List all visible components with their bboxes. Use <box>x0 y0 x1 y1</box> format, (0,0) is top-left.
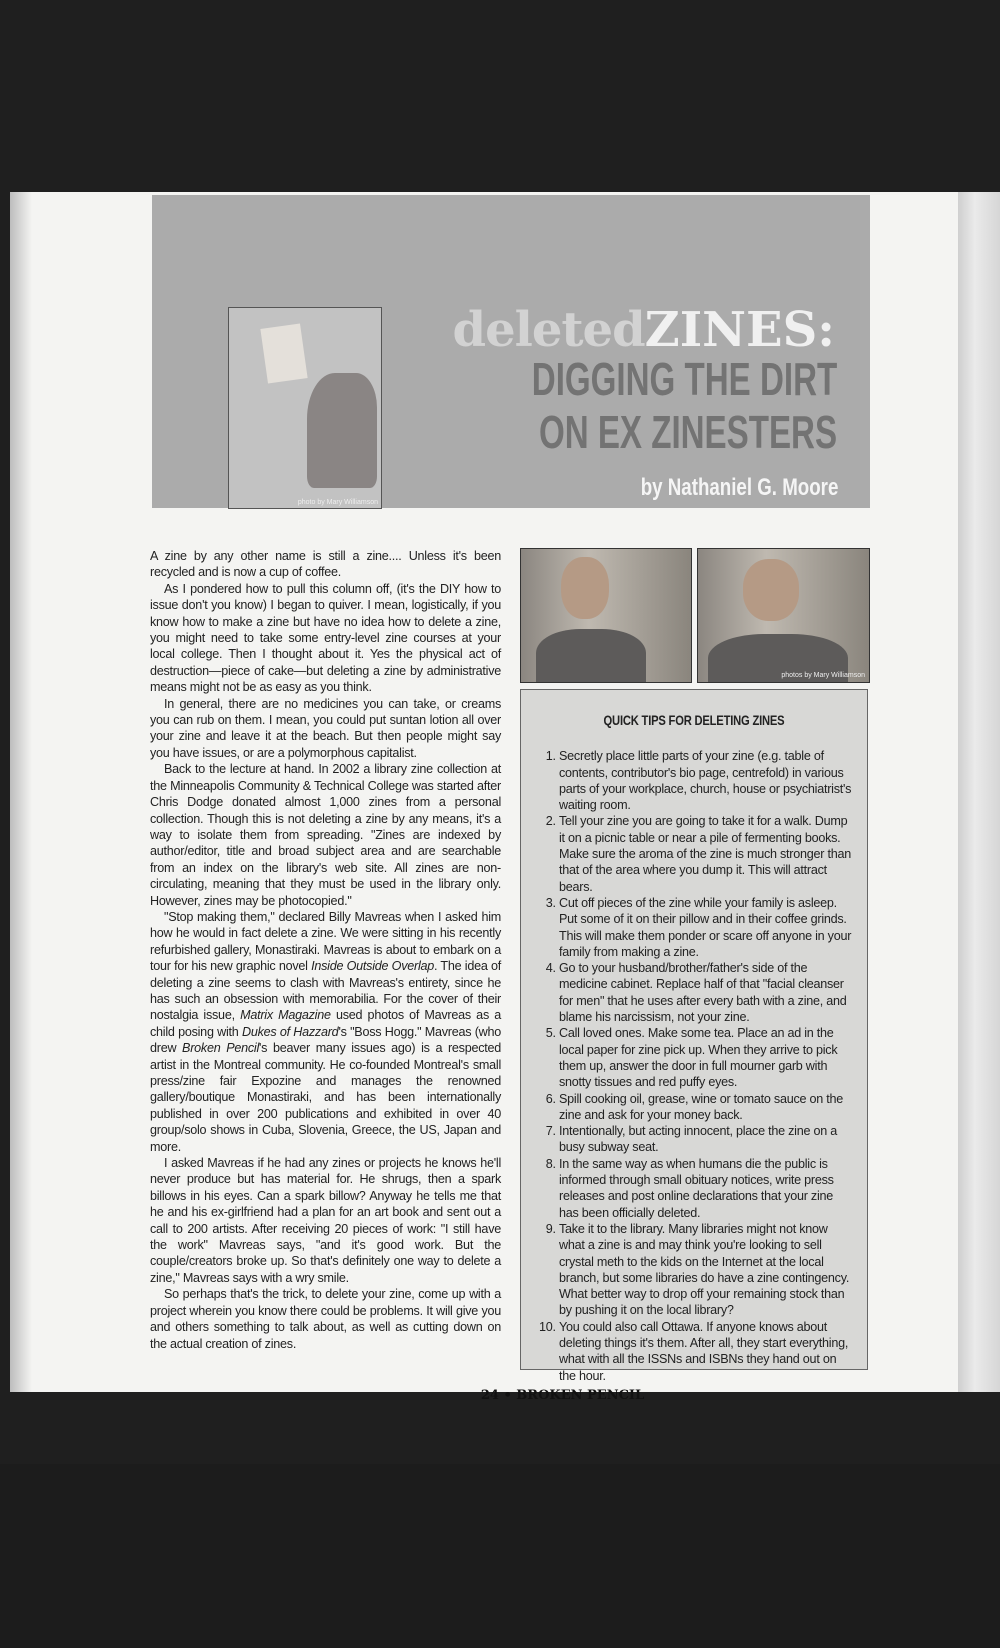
zine-scrap-image <box>260 323 307 383</box>
text-run: As I pondered how to pull this column off, (it's the DIY how to issue don't you know) I began to quiver. I mean, logistically, if you know how to make a zine but have no idea how to delete a zine, you might need to take some entry-level zine courses at your local college. Then I thought about it. Yes the physical act of destruction—piece of cake—but deleting a zine by administrative means might not be as easy as you think. <box>150 581 501 695</box>
article-title <box>453 302 836 358</box>
tip-item: 1. Secretly place little parts of your zine (e.g. table of contents, contributor's bio page, centrefold) in various parts of your workplace, church, house or psychiatrist's waiting room. <box>559 748 853 813</box>
tip-item: 2. Tell your zine you are going to take it for a walk. Dump it on a picnic table or near a pile of fermenting books. Make sure the aroma of the zine is much stronger than that of the area where you dump it. This will attract bears. <box>559 813 853 894</box>
article-paragraph <box>150 1155 501 1286</box>
title-line-2: DIGGING THE DIRT <box>531 353 837 405</box>
italic-title: Broken Pencil <box>182 1041 259 1056</box>
italic-title: Inside Outside Overlap <box>311 959 435 974</box>
tips-title: QUICK TIPS FOR DELETING ZINES <box>603 712 785 728</box>
hand-image <box>307 373 377 488</box>
article-paragraph <box>150 761 501 909</box>
text-run: "Stop making them," declared Billy Mavreas when I asked him how he would in fact delete a zine. We were sitting in his recently refurbished gallery, Monastiraki. Mavreas is about to embark on a tour for his new graphic novel <box>150 909 501 974</box>
page-edge-shadow <box>10 192 32 1392</box>
article-paragraph <box>150 696 501 762</box>
page-footer: 24 • BROKEN PENCIL <box>480 1388 645 1403</box>
article-paragraph <box>150 1286 501 1352</box>
text-run: In general, there are no medicines you can take, or creams you can rub on them. I mean, you could put suntan lotion all over your zine and leave it at the beach. But then people might say you have issues, or are a polymorphous capitalist. <box>150 696 501 760</box>
article-paragraph <box>150 548 501 581</box>
tip-item: 4. Go to your husband/brother/father's side of the medicine cabinet. Replace half of that "facial cleanser for men" that he uses after every bath with a zine, and blame his narcissism, not your zine. <box>559 960 853 1025</box>
title-zines: ZINES: <box>644 302 835 358</box>
italic-title: Matrix Magazine <box>240 1008 331 1023</box>
quick-tips-box <box>520 689 868 1383</box>
text-run: Back to the lecture at hand. In 2002 a library zine collection at the Minneapolis Community & Technical College was started after Chris Dodge donated almost 1,000 zines from a personal collection. Though this is not deleting a zine by any means, it's a way to isolate them from spreading. "Zines are indexed by author/editor, title and broad subject area and are searchable from an index on the library's web site. All zines are non-circulating, meaning that they must be used in the library only. However, zines may be photocopied." <box>150 762 501 908</box>
text-run: 's beaver many issues ago) is a respected artist in the Montreal community. He co-founded Montreal's small press/zine fair Expozine and manages the renowned gallery/boutique Monastiraki, and has been internationally published in over 200 publications and exhibited in over 40 group/solo shows in Cuba, Slovenia, Greece, the US, Japan and more. <box>150 1041 502 1154</box>
text-run: . The idea of deleting a zine seems to clash with Mavreas's entirety, since he has such an obsession with memorabilia. For the cover of their nostalgia issue, <box>150 959 501 1023</box>
tip-item: 3. Cut off pieces of the zine while your family is asleep. Put some of it on their pillow and in their coffee grinds. This will make them ponder or scare off anyone in your family from making a zine. <box>559 895 853 960</box>
text-run: So perhaps that's the trick, to delete your zine, come up with a project wherein you know there could be problems. It will give you and others something to talk about, as well as cutting down on the actual creation of zines. <box>150 1287 501 1351</box>
tip-item: 7. Intentionally, but acting innocent, place the zine on a busy subway seat. <box>559 1123 853 1156</box>
photo-credit: photo by Mary Williamson <box>297 499 378 506</box>
text-run: A zine by any other name is still a zine.... Unless it's been recycled and is now a cup of coffee. <box>150 549 501 580</box>
article-paragraph <box>150 909 501 1155</box>
text-run: used photos of Mavreas as a child posing with <box>150 1008 501 1039</box>
photo-mavreas-2 <box>697 548 870 683</box>
tip-item: 10. You could also call Ottawa. If anyone knows about deleting things it's them. After all, they start everything, what with all the ISSNs and ISBNs they hand out on the hour. <box>559 1319 853 1384</box>
header-photo <box>228 307 382 509</box>
article-body <box>150 548 501 1352</box>
page-spine <box>958 192 1000 1392</box>
tip-item: 5. Call loved ones. Make some tea. Place an ad in the local paper for zine pick up. When they arrive to pick them up, answer the door in full mourner garb with snotty tissues and red puffy eyes. <box>559 1025 853 1090</box>
photos-credit: photos by Mary Williamson <box>781 672 865 679</box>
italic-title: Dukes of Hazzard <box>241 1024 339 1039</box>
byline: by Nathaniel G. Moore <box>640 474 838 501</box>
tip-item: 9. Take it to the library. Many libraries might not know what a zine is and may think you're looking to sell crystal meth to the kids on the Internet at the local branch, but some libraries do have a zine contingency. What better way to drop off your remaining stock than by pushing it on the local library? <box>559 1221 853 1319</box>
text-run: I asked Mavreas if he had any zines or projects he knows he'll never produce but has material for. He shrugs, then a spark billows in his eyes. Can a spark billow? Anyway he tells me that he and his ex-girlfriend had a plan for an art book and sent out a call to 200 artists. After receiving 20 pieces of work: "I still have the work" Mavreas says, "and it's good work. But the couple/creators broke up. So that's definitely one way to delete a zine," Mavreas says with a wry smile. <box>150 1156 501 1285</box>
text-run: 's "Boss Hogg." Mavreas (who drew <box>150 1024 502 1056</box>
tip-item: 8. In the same way as when humans die the public is informed through small obituary notices, write press releases and post online declarations that your zine has been officially deleted. <box>559 1156 853 1221</box>
scan-background <box>0 1464 1000 1648</box>
tips-list <box>521 748 867 1384</box>
article-paragraph <box>150 581 501 696</box>
photo-mavreas-1 <box>520 548 692 683</box>
tip-item: 6. Spill cooking oil, grease, wine or tomato sauce on the zine and ask for your money back. <box>559 1091 853 1124</box>
title-line-3: ON EX ZINESTERS <box>538 406 837 458</box>
title-deleted: deleted <box>452 302 645 358</box>
